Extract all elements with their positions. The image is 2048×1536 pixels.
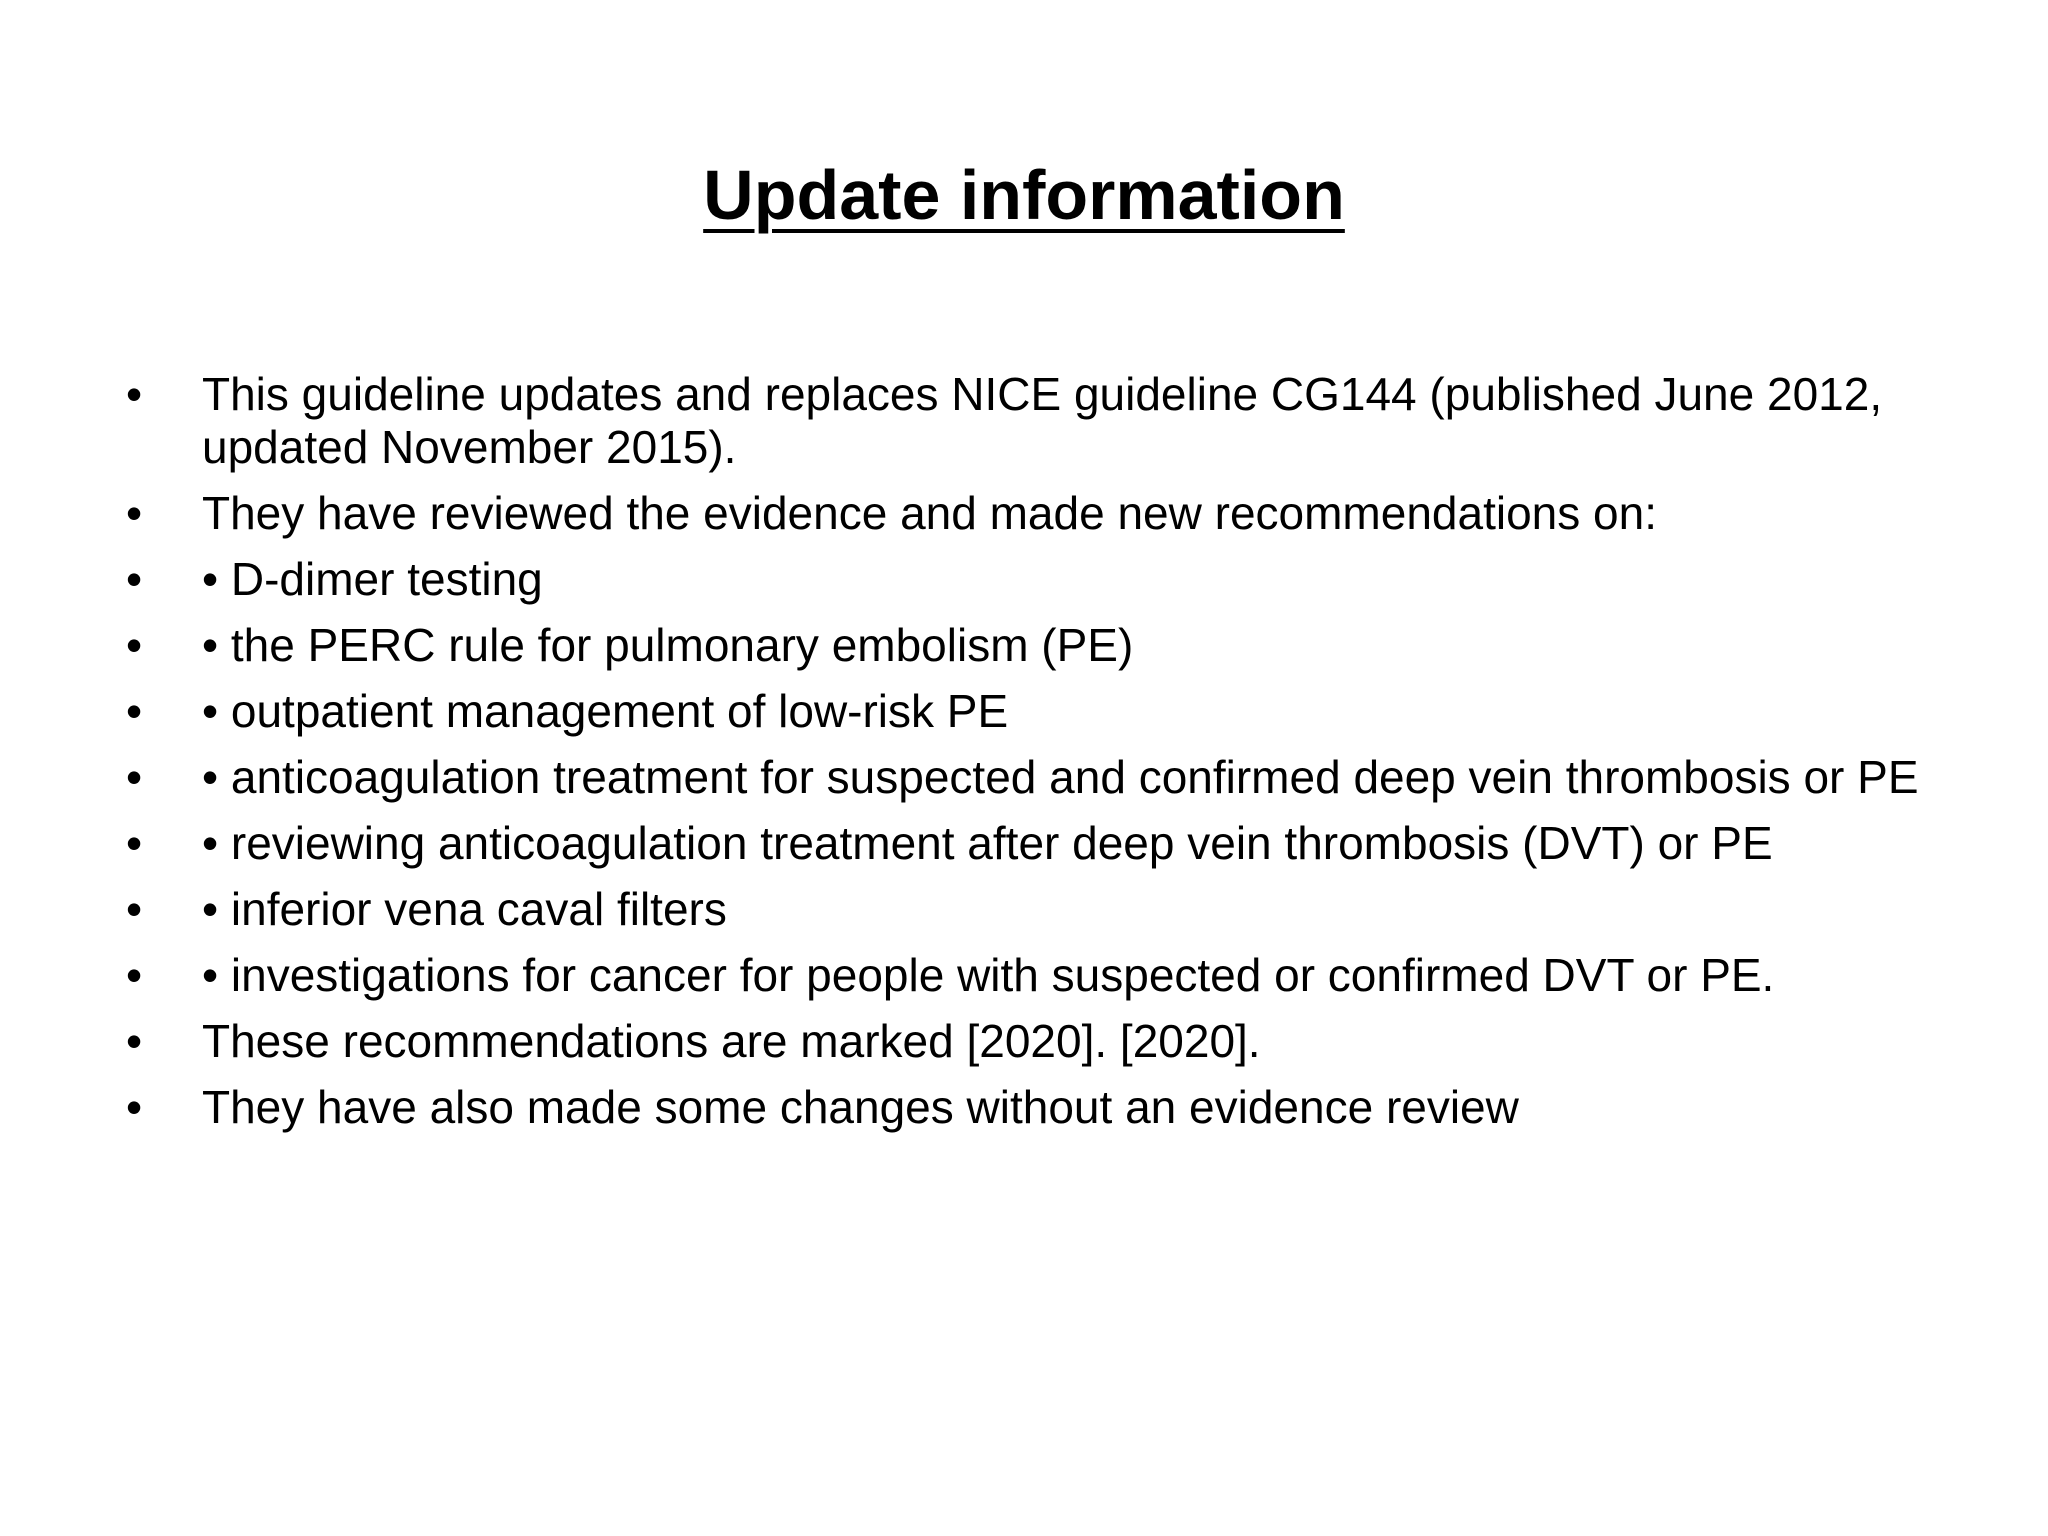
bullet-icon: • [126, 1081, 143, 1133]
list-item [126, 817, 1976, 870]
bullet-icon: • [126, 1015, 143, 1067]
bullet-icon: • [126, 883, 143, 935]
bullet-icon: • [126, 685, 143, 737]
bullet-icon: • [126, 619, 143, 671]
list-item [126, 685, 1976, 738]
bullet-icon: • [126, 368, 143, 420]
slide-title-text: Update information [703, 156, 1345, 234]
bullet-icon: • [126, 751, 143, 803]
list-item [126, 883, 1976, 936]
list-item [126, 1015, 1976, 1068]
list-item-text: • outpatient management of low-risk PE [202, 685, 1009, 737]
bullet-icon: • [126, 817, 143, 869]
bullet-list [126, 368, 1976, 1147]
list-item [126, 368, 1976, 474]
list-item-text: • reviewing anticoagulation treatment after deep vein thrombosis (DVT) or PE [202, 817, 1773, 869]
list-item-text: • anticoagulation treatment for suspected and confirmed deep vein thrombosis or PE [202, 751, 1919, 803]
list-item-text: • investigations for cancer for people with suspected or confirmed DVT or PE. [202, 949, 1775, 1001]
list-item-text: They have also made some changes without an evidence review [202, 1081, 1519, 1133]
list-item-text: This guideline updates and replaces NICE guideline CG144 (published June 2012, updated November 2015). [202, 368, 1883, 473]
list-item [126, 553, 1976, 606]
list-item-text: They have reviewed the evidence and made new recommendations on: [202, 487, 1657, 539]
list-item [126, 1081, 1976, 1134]
list-item-text: • inferior vena caval filters [202, 883, 727, 935]
list-item [126, 619, 1976, 672]
bullet-icon: • [126, 949, 143, 1001]
bullet-icon: • [126, 487, 143, 539]
list-item [126, 487, 1976, 540]
list-item-text: These recommendations are marked [2020]. [2020]. [202, 1015, 1261, 1067]
list-item-text: • D-dimer testing [202, 553, 543, 605]
list-item [126, 751, 1976, 804]
list-item [126, 949, 1976, 1002]
list-item-text: • the PERC rule for pulmonary embolism (PE) [202, 619, 1134, 671]
slide-title [0, 150, 2048, 240]
bullet-icon: • [126, 553, 143, 605]
